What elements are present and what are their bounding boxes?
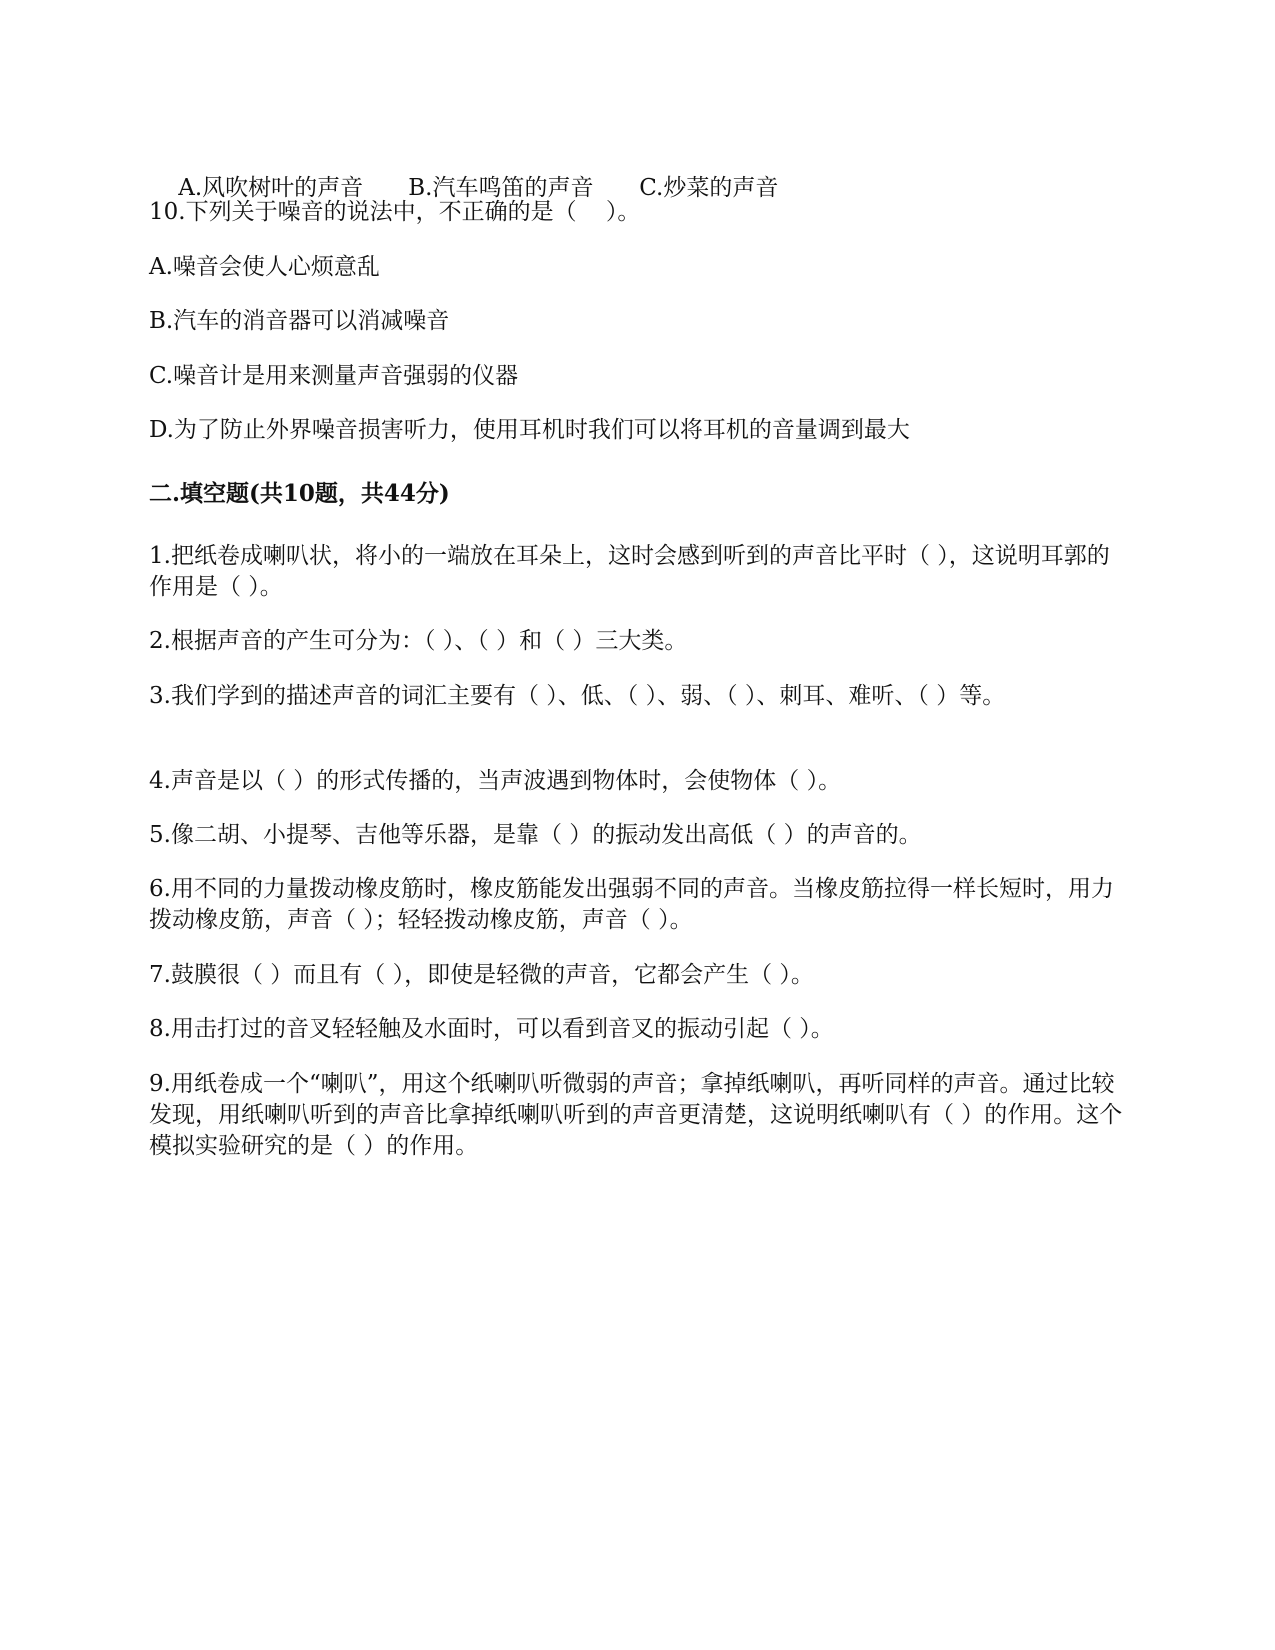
fill-question-6: 6.用不同的力量拨动橡皮筋时，橡皮筋能发出强弱不同的声音。当橡皮筋拉得一样长短时，用力拨动橡皮筋，声音（ ）；轻轻拨动橡皮筋，声音（ ）。 [149, 876, 1114, 933]
fill-question-8: 8.用击打过的音叉轻轻触及水面时，可以看到音叉的振动引起（ ）。 [149, 1016, 834, 1042]
q10-option-c: C.噪音计是用来测量声音强弱的仪器 [149, 363, 519, 389]
fill-question-4: 4.声音是以（ ）的形式传播的，当声波遇到物体时，会使物体（ ）。 [149, 768, 842, 794]
q9-option-c: C.炒菜的声音 [639, 175, 779, 201]
fill-question-9: 9.用纸卷成一个“喇叭”，用这个纸喇叭听微弱的声音；拿掉纸喇叭，再听同样的声音。通过比较发现，用纸喇叭听到的声音比拿掉纸喇叭听到的声音更清楚，这说明纸喇叭有（ ）的作用。这个模拟实验研究的是（ ）的作用。 [149, 1071, 1123, 1159]
section-heading: 二.填空题(共10题，共44分) [149, 480, 450, 507]
fill-question-1: 1.把纸卷成喇叭状，将小的一端放在耳朵上，这时会感到听到的声音比平时（ ），这说明耳郭的作用是（ ）。 [149, 543, 1110, 600]
q9-option-a: A.风吹树叶的声音 [178, 175, 364, 201]
q9-option-b: B.汽车鸣笛的声音 [408, 175, 594, 201]
fill-question-5: 5.像二胡、小提琴、吉他等乐器，是靠（ ）的振动发出高低（ ）的声音的。 [149, 822, 922, 848]
fill-question-3: 3.我们学到的描述声音的词汇主要有（ ）、低、（ ）、弱、（ ）、刺耳、难听、（ ）等。 [149, 683, 1006, 709]
q10-option-b: B.汽车的消音器可以消减噪音 [149, 308, 450, 334]
fill-question-2: 2.根据声音的产生可分为：（ ）、（ ）和（ ）三大类。 [149, 628, 688, 654]
fill-question-7: 7.鼓膜很（ ）而且有（ ），即使是轻微的声音，它都会产生（ ）。 [149, 962, 814, 988]
q10-option-a: A.噪音会使人心烦意乱 [149, 254, 380, 280]
q10-stem: 10.下列关于噪音的说法中，不正确的是（ ）。 [149, 199, 641, 225]
q10-option-d: D.为了防止外界噪音损害听力，使用耳机时我们可以将耳机的音量调到最大 [149, 417, 910, 443]
